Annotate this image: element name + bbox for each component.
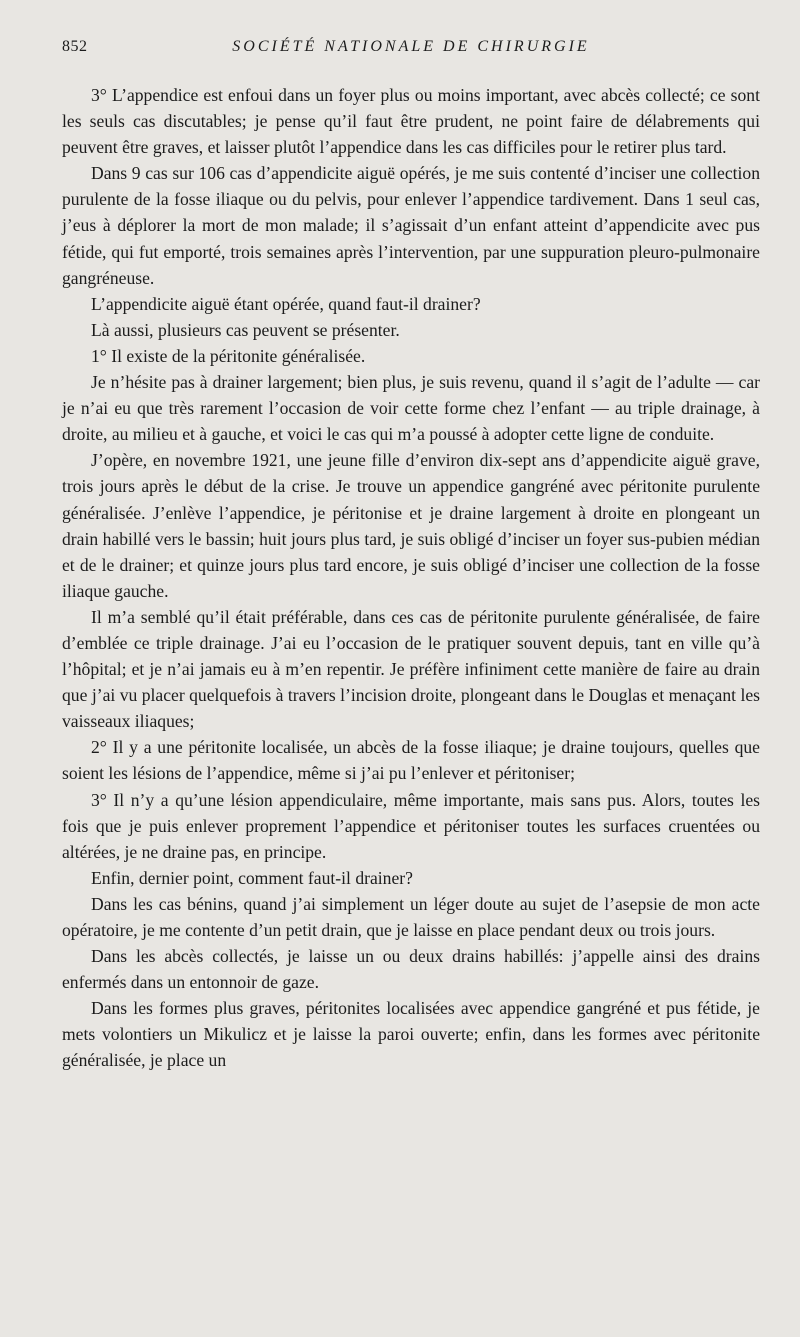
paragraph-localized-peritonitis: 2° Il y a une péritonite localisée, un abcès de la fosse iliaque; je draine toujours, quelles que soient les lésions de l’appendice, même si j’ai pu l’enlever et péritoniser;	[62, 737, 760, 784]
paragraph-grave-forms: Dans les formes plus graves, péritonites localisées avec appendice gangréné et pus fétide, je mets volontiers un Mikulicz et je laisse la paroi ouverte; enfin, dans les formes avec péritonite généralisée, je place un	[62, 998, 760, 1071]
paragraph-appendicular-lesion: 3° Il n’y a qu’une lésion appendiculaire, même importante, mais sans pus. Alors, toutes les fois que je puis enlever proprement l’appendice et péritoniser toutes les surfaces cruentées ou altérées, je ne draine pas, en principe.	[62, 789, 760, 862]
body-text	[62, 82, 760, 1074]
running-title: SOCIÉTÉ NATIONALE DE CHIRURGIE	[232, 38, 590, 55]
page-number: 852	[62, 38, 88, 55]
paragraph-benign-cases: Dans les cas bénins, quand j’ai simplement un léger doute au sujet de l’asepsie de mon acte opératoire, je me contente d’un petit drain, que je laisse en place pendant deux ou trois jours.	[62, 893, 760, 940]
paragraph-last-point: Enfin, dernier point, comment faut-il drainer?	[91, 867, 413, 888]
paragraph-appendix-buried: 3° L’appendice est enfoui dans un foyer plus ou moins important, avec abcès collecté; ce sont les seuls cas discutables; je pense qu’il faut être prudent, ne point faire de délabrements qui peuvent être graves, et laisser plutôt l’appendice dans les cas difficiles pour le retirer plus tard.	[62, 85, 760, 158]
paragraph-triple-drainage: Je n’hésite pas à drainer largement; bien plus, je suis revenu, quand il s’agit de l’adulte — car je n’ai eu que très rarement l’occasion de voir cette forme chez l’enfant — au triple drainage, à droite, au milieu et à gauche, et voici le cas qui m’a poussé à adopter cette ligne de conduite.	[62, 372, 760, 445]
paragraph-case-statistics: Dans 9 cas sur 106 cas d’appendicite aiguë opérés, je me suis contenté d’inciser une collection purulente de la fosse iliaque ou du pelvis, pour enlever l’appendice tardivement. Dans 1 seul cas, j’eus à déplorer la mort de mon malade; il s’agissait d’un enfant atteint d’appendicite avec pus fétide, qui fut emporté, trois semaines après l’intervention, par une suppuration pleuro-pulmonaire gangréneuse.	[62, 163, 760, 288]
paragraph-generalized-peritonitis: 1° Il existe de la péritonite généralisée.	[91, 345, 366, 366]
paragraph-collected-abscesses: Dans les abcès collectés, je laisse un ou deux drains habillés: j’appelle ainsi des drains enfermés dans un entonnoir de gaze.	[62, 946, 760, 993]
paragraph-case-november-1921: J’opère, en novembre 1921, une jeune fille d’environ dix-sept ans d’appendicite aiguë grave, trois jours après le début de la crise. Je trouve un appendice gangréné avec péritonite purulente généralisée. J’enlève l’appendice, je péritonise et je draine largement à droite en plongeant un drain habillé vers le bassin; huit jours plus tard, je suis obligé d’inciser un foyer sus-pubien médian et de le drainer; et quinze jours plus tard encore, je suis obligé d’inciser une collection de la fosse iliaque gauche.	[62, 450, 760, 601]
paragraph-question-drainage: L’appendicite aiguë étant opérée, quand faut-il drainer?	[91, 293, 481, 314]
paragraph-several-cases: Là aussi, plusieurs cas peuvent se présenter.	[91, 319, 400, 340]
page-header	[62, 38, 760, 64]
paragraph-preference: Il m’a semblé qu’il était préférable, dans ces cas de péritonite purulente généralisée, de faire d’emblée ce triple drainage. J’ai eu l’occasion de le pratiquer souvent depuis, tant en ville qu’à l’hôpital; et je n’ai jamais eu à m’en repentir. Je préfère infiniment cette manière de faire au drain que j’ai vu placer quelquefois à travers l’incision droite, plongeant dans le Douglas et menaçant les vaisseaux iliaques;	[62, 606, 760, 732]
